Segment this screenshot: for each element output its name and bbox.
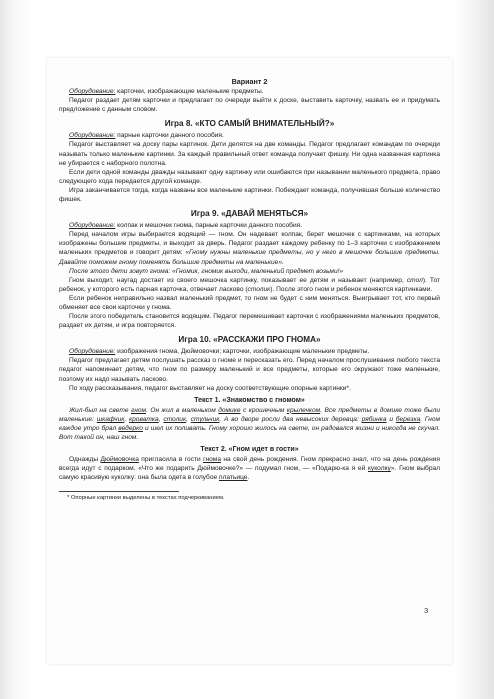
- page-number: 3: [424, 606, 429, 615]
- text-2-heading: Текст 2. «Гном идет в гости»: [200, 446, 299, 454]
- game-10-paragraph-1: Педагог предлагает детям послушать рассказ о гноме и пересказать его. Перед началом прослушивания любого текста педагог напоминает детям, что гном по размеру маленький и все предметы, которые его окружают тоже маленькие, поэтому их надо называть ласково.: [59, 357, 440, 383]
- text-2-body: [59, 455, 440, 482]
- game-9-paragraph-1: [59, 230, 440, 266]
- game-9-paragraph-4: Если ребенок неправильно назвал маленький предмет, то гном не будет с ним меняться. Выигрывает тот, кто первый обменяет все свои карточки у гнома.: [59, 294, 440, 311]
- text-run: Перед началом игры выбирается водящий — гном. Он надевает колпак, берет мешочек с картинками, на которых изображены большие предметы, и выходит за дверь. Педагог раздает каждому ребенку по 1–3 карточки с изображением маленьких предметов и говорит детям:: [59, 231, 440, 257]
- variant-2-heading: Вариант 2: [231, 77, 268, 86]
- document-page: [59, 77, 440, 502]
- equipment-label: Оборудование:: [69, 132, 116, 140]
- text-run: ). После этого гном и ребенок меняются картинками.: [270, 285, 433, 293]
- variant-2-equipment: [59, 87, 440, 96]
- equipment-text: карточки, изображающие маленькие предметы.: [115, 88, 264, 96]
- keyword: Дюймовочка: [100, 456, 139, 464]
- text-run: Однажды: [69, 456, 101, 464]
- equipment-text: изображения гнома, Дюймовочки; карточки, изображающие маленькие предметы.: [115, 348, 370, 356]
- keyword: платьице: [219, 474, 248, 482]
- keyword: шкафчик: [96, 415, 125, 423]
- game-9-paragraph-3: [59, 276, 440, 294]
- game-8-equipment: [59, 131, 440, 140]
- game-8-paragraph-3: Игра заканчивается тогда, когда названы все маленькие картинки. Побеждает команда, получившая больше количество фишек.: [59, 186, 440, 204]
- text-run: ,: [158, 415, 164, 423]
- game-10-paragraph-2: По ходу рассказывания, педагог выставляет на доску соответствующие опорные картинки*.: [69, 384, 351, 392]
- text-1-body: [59, 406, 440, 442]
- text-run: с крошечным: [240, 406, 287, 414]
- keyword: березка: [395, 415, 421, 423]
- keyword: рябинка: [361, 415, 387, 423]
- text-run: и шел их поливать. Гному хорошо жилось на свете, он радовался жизни и никогда не скучал. Вот такой он, наш гном.: [59, 425, 440, 442]
- equipment-label: Оборудование:: [69, 222, 116, 230]
- text-run: ,: [124, 415, 129, 423]
- text-run: . Он жил в маленьком: [146, 406, 219, 414]
- game-9-equipment: [59, 221, 440, 230]
- equipment-label: Оборудование:: [69, 348, 116, 356]
- equipment-label: Оборудование:: [69, 88, 116, 96]
- game-8-paragraph-1: Педагог выставляет на доску пары картинок. Дети делятся на две команды. Педагог предлагает командам по очереди называть только маленькие картинки. За каждый правильный ответ команда получает фишку. Ни одна названная картинка не убирается с наборного полотна.: [59, 141, 440, 167]
- text-run: . А во дворе росли два невысоких деревца:: [219, 415, 362, 423]
- text-run: ,: [186, 415, 191, 423]
- text-run: пригласила в гости: [138, 456, 204, 464]
- text-run: ». Гном выбрал самую красивую куколку: она была одета в голубое: [59, 465, 440, 482]
- keyword: столик: [163, 415, 187, 423]
- footnote: * Опорные картинки выделены в текстах подчеркиванием.: [67, 494, 225, 501]
- game-9-paragraph-2: После этого дети зовут гнома: «Гномик, гномик выходи, маленький предмет возьми!»: [69, 267, 344, 275]
- text-run: на свой день рождения. Гном прекрасно знал, что на день рождения всегда идут с подарком. «Что же подарить Дюймовочке?» — подумал гном, — «Подарю-ка я ей: [59, 456, 440, 473]
- text-run: и: [386, 415, 396, 423]
- text-run: ). Тот ребенок, у которого есть парная карточка, отвечает ласково (: [59, 276, 440, 293]
- keyword: гнома: [203, 456, 222, 464]
- equipment-text: колпак и мешочек гнома, парные карточки данного пособия.: [115, 222, 303, 230]
- keyword: ведерко: [118, 425, 143, 432]
- italic-word: столик: [247, 285, 271, 293]
- text-run: Жил-был на свете: [69, 406, 131, 414]
- game-9-heading: Игра 9. «ДАВАЙ МЕНЯТЬСЯ»: [190, 209, 309, 219]
- game-8-heading: Игра 8. «КТО САМЫЙ ВНИМАТЕЛЬНЫЙ?»: [164, 119, 335, 129]
- game-10-equipment: [59, 347, 440, 356]
- keyword: домике: [218, 406, 241, 414]
- text-run: Гном выходит, наугад достает из своего мешочка картинку, показывает ее детям и называет (например,: [69, 276, 407, 284]
- keyword: куколку: [367, 465, 391, 473]
- keyword: кроватка: [129, 415, 159, 423]
- variant-2-paragraph: Педагог раздает детям карточки и предлагает по очереди выйти к доске, выставить карточку, назвать ее и придумать предложение с данным словом.: [59, 97, 440, 114]
- text-1-heading: Текст 1. «Знакомство с гномом»: [194, 396, 305, 404]
- game-8-paragraph-2: Если дети одной команды дважды называют одну картинку или ошибаются при назывании маленького предмета, право следующего хода передается другой команде.: [59, 168, 440, 185]
- text-run: . Все предметы в домике тоже были маленькие:: [59, 406, 440, 423]
- text-run: .: [247, 474, 250, 482]
- game-10-heading: Игра 10. «РАССКАЖИ ПРО ГНОМА»: [178, 335, 321, 345]
- keyword: крылечком: [286, 406, 321, 414]
- text-run: . Гном каждое утро брал: [59, 415, 441, 432]
- keyword: гном: [130, 406, 147, 414]
- italic-word: стол: [406, 276, 423, 284]
- game-9-paragraph-5: После этого победитель становится водящим. Педагог перемешивает карточки с изображениями маленьких предметов, раздает их детям, и игра повторяется.: [59, 313, 440, 330]
- italic-quote: «Гному нужны маленькие предметы, но у него в мешочке большие предметы. Давайте поможем гному поменять большие предметы на маленькие».: [59, 249, 440, 266]
- keyword: стульчик: [190, 415, 220, 423]
- equipment-text: парные карточки данного пособия.: [115, 132, 224, 140]
- footnote-divider: [59, 491, 179, 492]
